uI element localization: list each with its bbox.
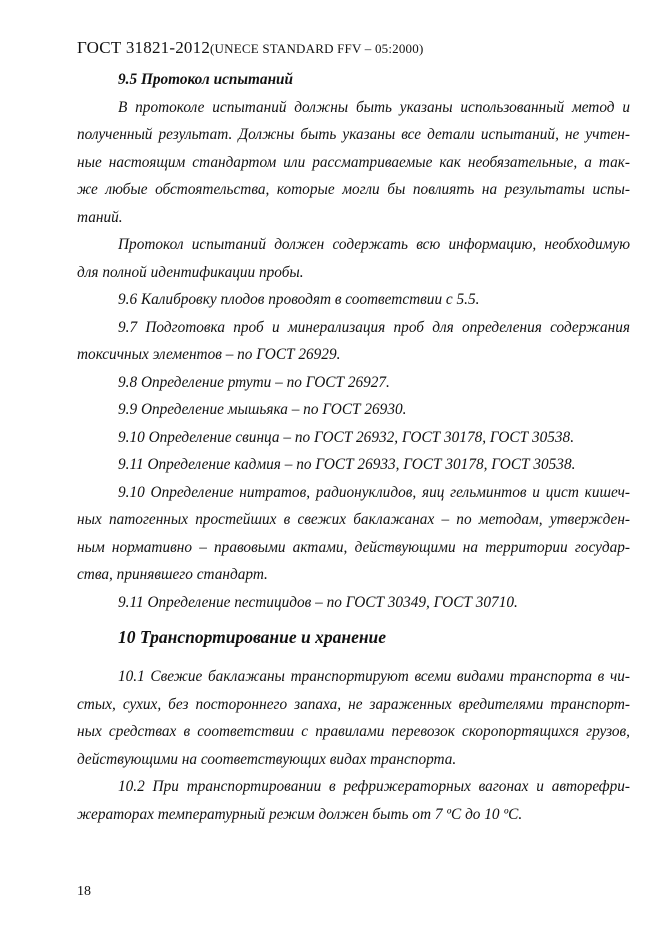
paragraph-9-5-1 <box>77 94 630 232</box>
text-line: же любые обстоятельства, которые могли бы повлиять на результаты испы- <box>77 181 630 198</box>
page-number: 18 <box>77 884 91 899</box>
text-line: ные настоящим стандартом или рассматриваемые как необязательные, а так- <box>77 153 630 171</box>
paragraph-10-1 <box>77 663 630 773</box>
item-9-11-pesticides: 9.11 Определение пестицидов – по ГОСТ 30349, ГОСТ 30710. <box>118 593 518 611</box>
text-line: 9.7 Подготовка проб и минерализация проб для определения содержания <box>118 318 630 336</box>
text-line: 9.10 Определение нитратов, радионуклидов, яиц гельминтов и цист кишеч- <box>118 483 630 501</box>
text-line: ства, принявшего стандарт. <box>77 566 268 583</box>
document-header <box>77 38 424 58</box>
text-line: полученный результат. Должны быть указаны все детали испытаний, не учтен- <box>77 126 630 143</box>
document-body <box>77 66 630 828</box>
text-line: 10.1 Свежие баклажаны транспортируют всеми видами транспорта в чи- <box>118 668 630 685</box>
item-9-6: 9.6 Калибровку плодов проводят в соответствии с 5.5. <box>118 291 480 308</box>
item-9-8: 9.8 Определение ртути – по ГОСТ 26927. <box>118 373 390 391</box>
standard-code: ГОСТ 31821-2012 <box>77 38 211 57</box>
text-line: токсичных элементов – по ГОСТ 26929. <box>77 346 341 363</box>
item-9-11: 9.11 Определение кадмия – по ГОСТ 26933, ГОСТ 30178, ГОСТ 30538. <box>118 456 576 473</box>
paragraph-10-2 <box>77 773 630 828</box>
text-line: ным нормативно – правовыми актами, действующими на территории государ- <box>77 538 630 556</box>
item-9-10-nitrates <box>77 479 630 589</box>
paragraph-9-5-2 <box>77 231 630 286</box>
text-line: Протокол испытаний должен содержать всю информацию, необходимую <box>118 236 630 253</box>
item-9-9: 9.9 Определение мышьяка – по ГОСТ 26930. <box>118 401 407 418</box>
section-title-10: 10 Транспортирование и хранение <box>118 627 387 647</box>
text-line: стых, сухих, без постороннего запаха, не зараженных вредителями транспорт- <box>77 695 630 713</box>
text-line: для полной идентификации пробы. <box>77 263 304 281</box>
text-line: жераторах температурный режим должен быть от 7 ºC до 10 ºC. <box>77 805 523 823</box>
item-9-7 <box>77 314 630 369</box>
text-line: В протоколе испытаний должны быть указаны использованный метод и <box>118 98 630 116</box>
text-line: ных патогенных простейших в свежих баклажанах – по методам, утвержден- <box>77 511 630 528</box>
text-line: действующими на соответствующих видах транспорта. <box>77 750 457 768</box>
text-line: ных средствах в соответствии с правилами перевозок скоропортящихся грузов, <box>77 723 630 740</box>
item-9-10: 9.10 Определение свинца – по ГОСТ 26932, ГОСТ 30178, ГОСТ 30538. <box>118 428 575 446</box>
text-line: 10.2 При транспортировании в рефрижераторных вагонах и авторефри- <box>118 778 630 795</box>
subsection-title-9-5: 9.5 Протокол испытаний <box>118 71 294 88</box>
text-line: таний. <box>77 208 123 226</box>
standard-equivalent: (UNECE STANDARD FFV – 05:2000) <box>210 41 424 56</box>
